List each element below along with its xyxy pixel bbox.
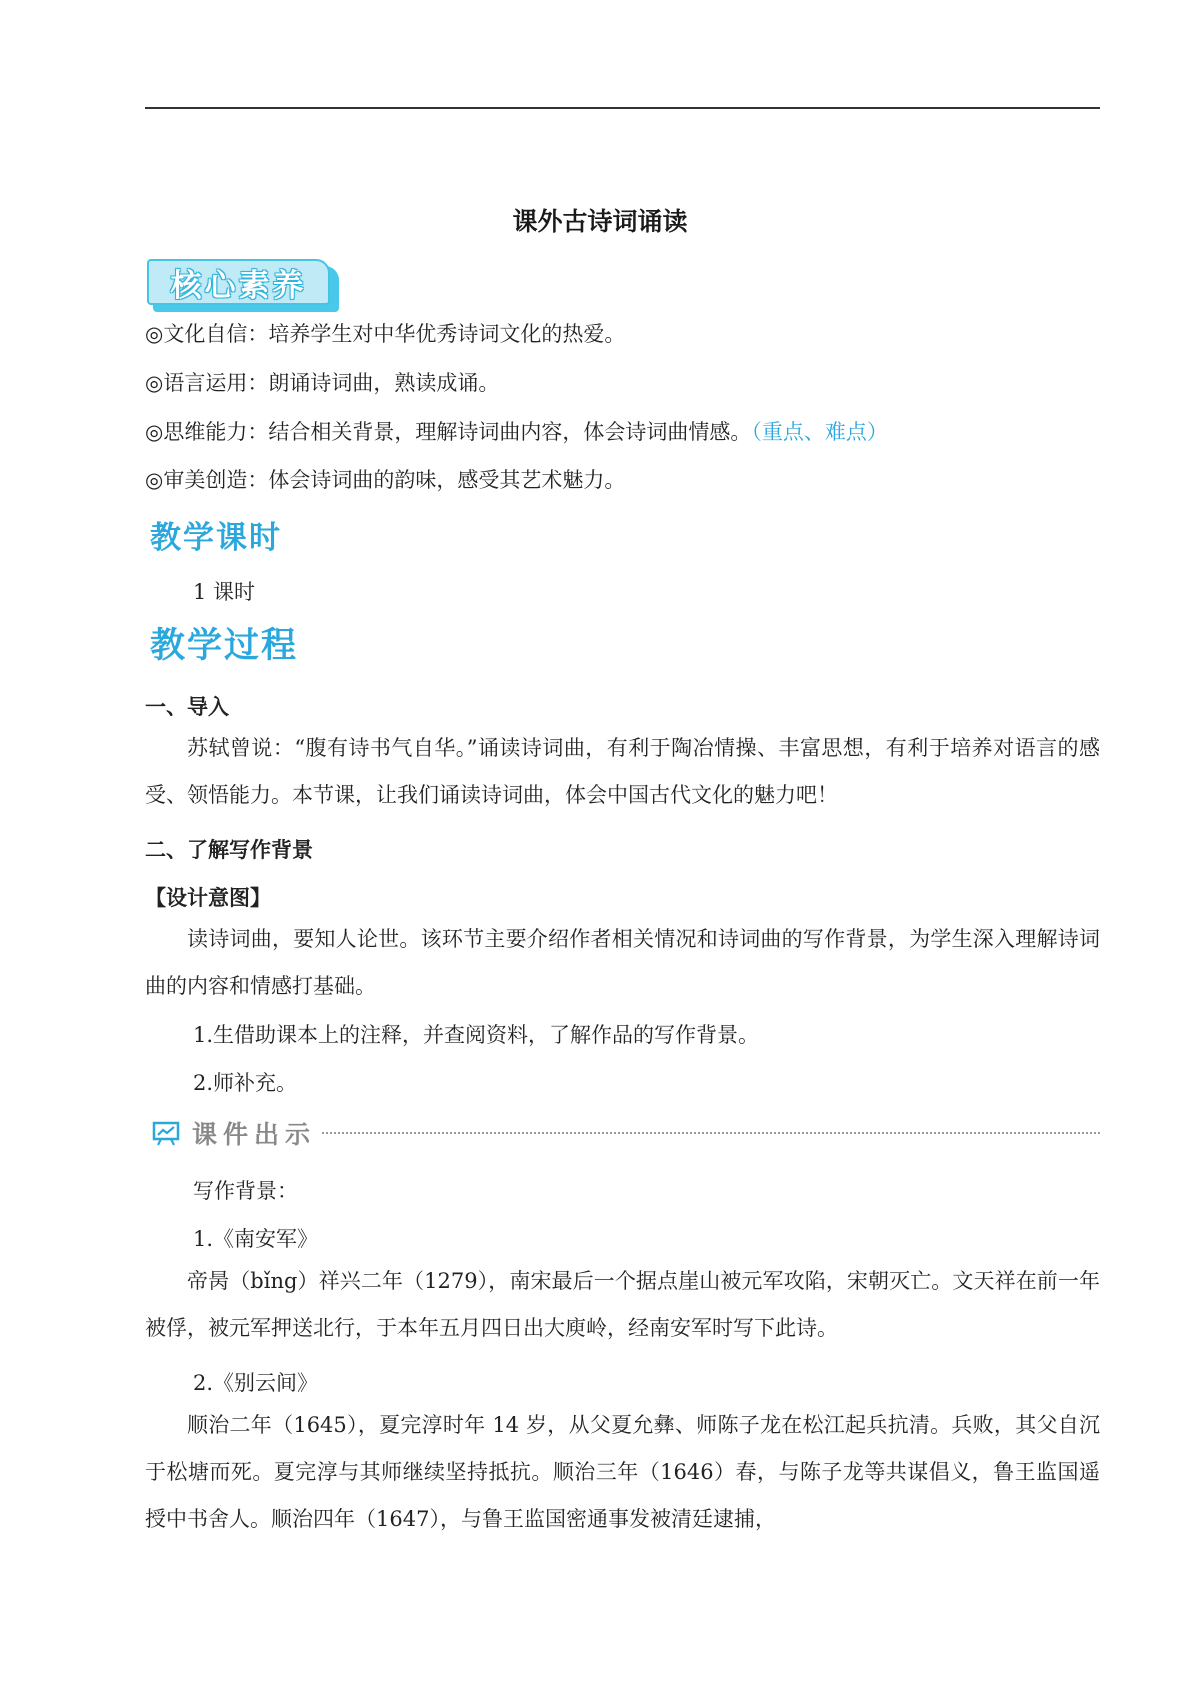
badge-label: 核心素养	[170, 267, 307, 304]
poem-2-background: 顺治二年（1645），夏完淳时年 14 岁，从父夏允彝、师陈子龙在松江起兵抗清。兵败，其父自沉于松塘而死。夏完淳与其师继续坚持抵抗。顺治三年（1646）春，与陈子龙等共谋倡义，鲁王监国遥授中书舍人。顺治四年（1647），与鲁王监国密通事发被清廷逮捕，	[145, 1413, 1100, 1531]
step-1: 1.生借助课本上的注释，并查阅资料，了解作品的写作背景。	[193, 1023, 760, 1047]
poem-1-title: 1.《南安军》	[193, 1227, 319, 1251]
part1-text: 苏轼曾说：“腹有诗书气自华。”诵读诗词曲，有利于陶冶情操、丰富思想，有利于培养对语言的感受、领悟能力。本节课，让我们诵读诗词曲，体会中国古代文化的魅力吧！	[145, 736, 1100, 807]
design-intent-text: 读诗词曲，要知人论世。该环节主要介绍作者相关情况和诗词曲的写作背景，为学生深入理解诗词曲的内容和情感打基础。	[145, 927, 1100, 998]
teaching-hours-heading: 教学课时	[150, 520, 282, 556]
core-item-text: ◎思维能力：结合相关背景，理解诗词曲内容，体会诗词曲情感。	[145, 420, 752, 444]
step-2: 2.师补充。	[193, 1071, 298, 1095]
core-item-thinking	[145, 417, 888, 447]
core-item-culture	[145, 319, 625, 349]
courseware-label: 课件出示	[192, 1120, 317, 1149]
core-item-text: ◎文化自信：培养学生对中华优秀诗词文化的热爱。	[145, 322, 626, 346]
badge-face	[147, 259, 330, 305]
presentation-screen-icon	[152, 1120, 180, 1146]
poem-2-title: 2.《别云间》	[193, 1371, 319, 1395]
page-title: 课外古诗词诵读	[512, 207, 688, 236]
poem-1-background: 帝昺（bǐng）祥兴二年（1279），南宋最后一个据点崖山被元军攻陷，宋朝灭亡。文天祥在前一年被俘，被元军押送北行，于本年五月四日出大庾岭，经南安军时写下此诗。	[145, 1269, 1100, 1340]
core-item-text: ◎语言运用：朗诵诗词曲，熟读成诵。	[145, 371, 500, 395]
courseware-bar	[152, 1113, 1100, 1153]
part1-title: 一、导入	[145, 695, 229, 719]
core-item-text: ◎审美创造：体会诗词曲的韵味，感受其艺术魅力。	[145, 468, 626, 492]
key-point-note: （重点、难点）	[751, 420, 888, 444]
core-literacy-badge	[147, 259, 339, 312]
part2-title: 二、了解写作背景	[145, 838, 313, 862]
teaching-hours-value: 1 课时	[193, 580, 256, 604]
header-rule	[145, 107, 1100, 109]
background-label: 写作背景：	[193, 1179, 298, 1203]
teaching-process-heading: 教学过程	[150, 626, 299, 666]
core-item-aesthetic	[145, 465, 625, 495]
core-item-language	[145, 368, 499, 398]
design-intent-label: 【设计意图】	[145, 886, 271, 910]
dotted-divider	[322, 1132, 1100, 1134]
